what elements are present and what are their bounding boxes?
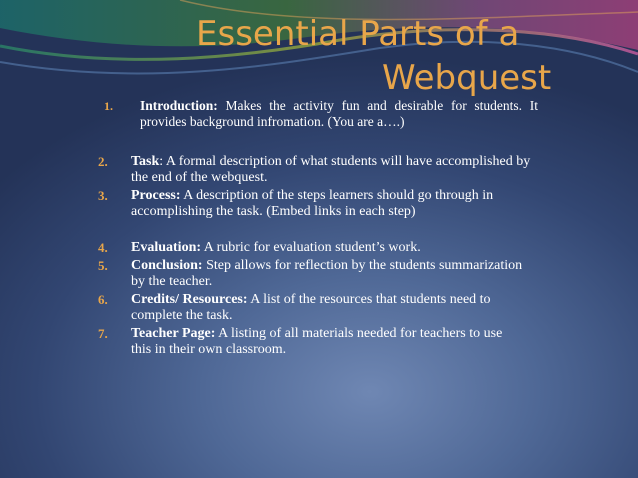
list-item-process [131, 188, 536, 220]
item-number: 3. [98, 188, 108, 203]
slide-title-line1: Essential Parts of a [196, 14, 520, 54]
item-text: A listing of all materials needed for teachers to use this in their own classroom. [131, 326, 503, 357]
item-heading: Evaluation: [131, 240, 202, 255]
item-number: 7. [98, 326, 108, 341]
item-text: Makes the activity fun and desirable for students. It provides background infromation. (You are a….) [140, 98, 538, 129]
list-item-task [131, 154, 531, 186]
item-number: 5. [98, 258, 108, 273]
item-number: 6. [98, 292, 108, 307]
item-text: A list of the resources that students need to complete the task. [131, 292, 491, 323]
item-number: 1. [104, 99, 113, 113]
item-heading: Teacher Page: [131, 326, 216, 341]
item-number: 4. [98, 240, 108, 255]
item-text: : A formal description of what students will have accomplished by the end of the webquest. [131, 154, 531, 185]
item-text: Step allows for reflection by the students summarization by the teacher. [131, 258, 523, 289]
item-number: 2. [98, 154, 108, 169]
item-heading: Credits/ Resources: [131, 292, 248, 307]
item-heading: Introduction: [140, 98, 218, 113]
item-heading: Task [131, 154, 160, 169]
item-text: A rubric for evaluation student’s work. [203, 240, 421, 255]
item-heading: Process: [131, 188, 181, 203]
item-text: A description of the steps learners should go through in accomplishing the task. (Embed links in each step) [131, 188, 494, 219]
list-item-conclusion [131, 258, 531, 290]
list-item-introduction [140, 98, 538, 130]
list-item-evaluation [131, 240, 541, 256]
item-heading: Conclusion: [131, 258, 203, 273]
list-item-credits [131, 292, 511, 324]
list-item-teacher-page [131, 326, 516, 358]
slide-title-line2: Webquest [382, 58, 552, 98]
